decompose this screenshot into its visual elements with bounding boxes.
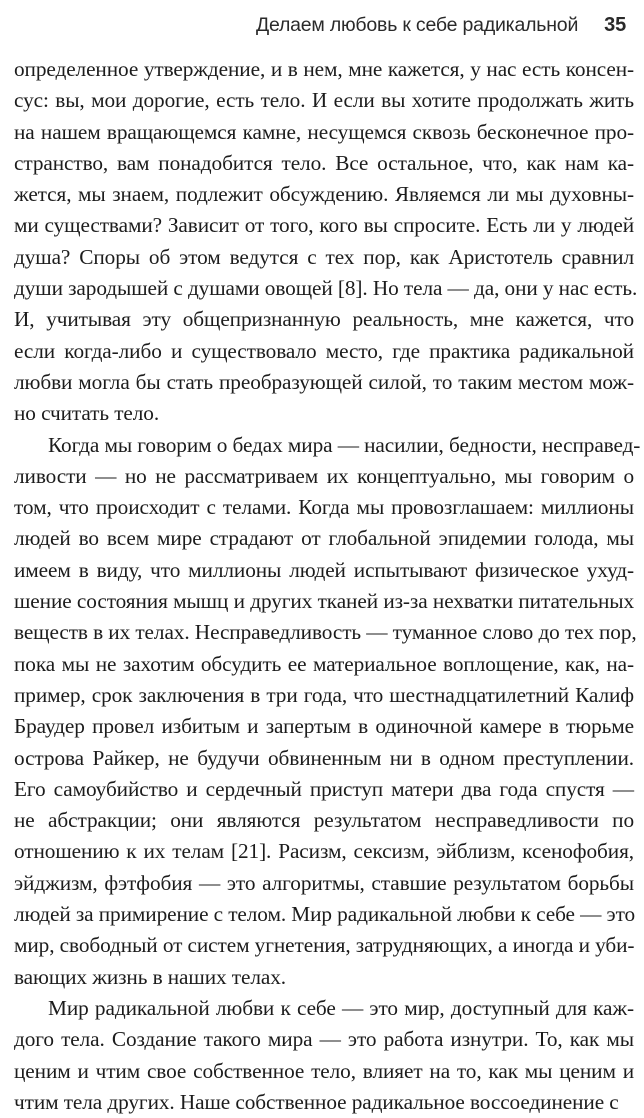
running-title: Делаем любовь к себе радикальной <box>255 14 579 36</box>
text-line: но считать тело. <box>14 401 160 426</box>
text-line: том, что происходит с телами. Когда мы провозглашаем: миллионы <box>14 495 634 520</box>
text-line: Его самоубийство и сердечный приступ матери два года спустя — <box>14 776 634 801</box>
text-line: Браудер провел избитым и запертым в одиночной камере в тюрьме <box>14 714 634 739</box>
text-line: ценим и чтим свое собственное тело, влияет на то, как мы ценим и <box>14 1058 634 1083</box>
text-line: чтим тела других. Наше собственное радикальное воссоединение с <box>14 1089 619 1114</box>
text-line: не абстракции; они являются результатом несправедливости по <box>14 808 634 833</box>
text-line: дого тела. Создание такого мира — это работа изнутри. То, как мы <box>14 1027 634 1052</box>
text-line: любви могла бы стать преобразующей силой, то таким местом мож- <box>14 369 634 394</box>
text-line: души зародышей с душами овощей [8]. Но тела — да, они у нас есть. <box>14 276 638 301</box>
text-line: ливости — но не рассматриваем их концептуально, мы говорим о <box>14 463 634 488</box>
text-line: ми существами? Зависит от того, кого вы спросите. Есть ли у людей <box>14 213 634 238</box>
text-line: сус: вы, мои дорогие, есть тело. И если вы хотите продолжать жить <box>14 88 634 113</box>
paragraph <box>14 54 638 430</box>
text-line: отношению к их телам [21]. Расизм, сексизм, эйблизм, ксенофобия, <box>14 839 634 864</box>
text-line: шение состояния мышц и других тканей из-за нехватки питательных <box>14 589 634 614</box>
text-line: определенное утверждение, и в нем, мне кажется, у нас есть консен- <box>14 57 634 81</box>
text-line: мир, свободный от систем угнетения, затрудняющих, а иногда и уби- <box>14 933 635 958</box>
text-line: пока мы не захотим обсудить ее материальное воплощение, как, на- <box>14 651 634 676</box>
paragraph <box>14 993 634 1118</box>
text-line: эйджизм, фэтфобия — это алгоритмы, ставшие результатом борьбы <box>14 870 634 895</box>
text-line: Когда мы говорим о бедах мира — насилии, бедности, несправед- <box>48 432 641 457</box>
text-line: острова Райкер, не будучи обвиненным ни в одном преступлении. <box>14 745 634 770</box>
running-header <box>18 14 626 44</box>
text-line: пример, срок заключения в три года, что шестнадцатилетний Калиф <box>14 682 634 707</box>
text-line: если когда-либо и существовало место, где практика радикальной <box>14 338 634 363</box>
text-line: людей во всем мире страдают от глобальной эпидемии голода, мы <box>14 526 634 551</box>
text-line: И, учитывая эту общепризнанную реальность, мне кажется, что <box>14 307 634 332</box>
text-line: странство, вам понадобится тело. Все остальное, что, как нам ка- <box>14 150 634 175</box>
body-text <box>14 54 641 1118</box>
paragraph <box>14 430 641 993</box>
text-line: Мир радикальной любви к себе — это мир, доступный для каж- <box>48 995 634 1020</box>
text-line: имеем в виду, что миллионы людей испытывают физическое ухуд- <box>14 557 634 582</box>
text-line: вающих жизнь в наших телах. <box>14 964 286 989</box>
text-line: душа? Споры об этом ведутся с тех пор, как Аристотель сравнил <box>14 244 634 269</box>
text-line: на нашем вращающемся камне, несущемся сквозь бесконечное про- <box>14 119 634 144</box>
text-line: веществ в их телах. Несправедливость — туманное слово до тех пор, <box>14 620 637 645</box>
text-line: жется, мы знаем, подлежит обсуждению. Являемся ли мы духовны- <box>14 182 634 207</box>
text-line: людей за примирение с телом. Мир радикальной любви к себе — это <box>14 902 636 927</box>
page-number: 35 <box>604 14 626 36</box>
